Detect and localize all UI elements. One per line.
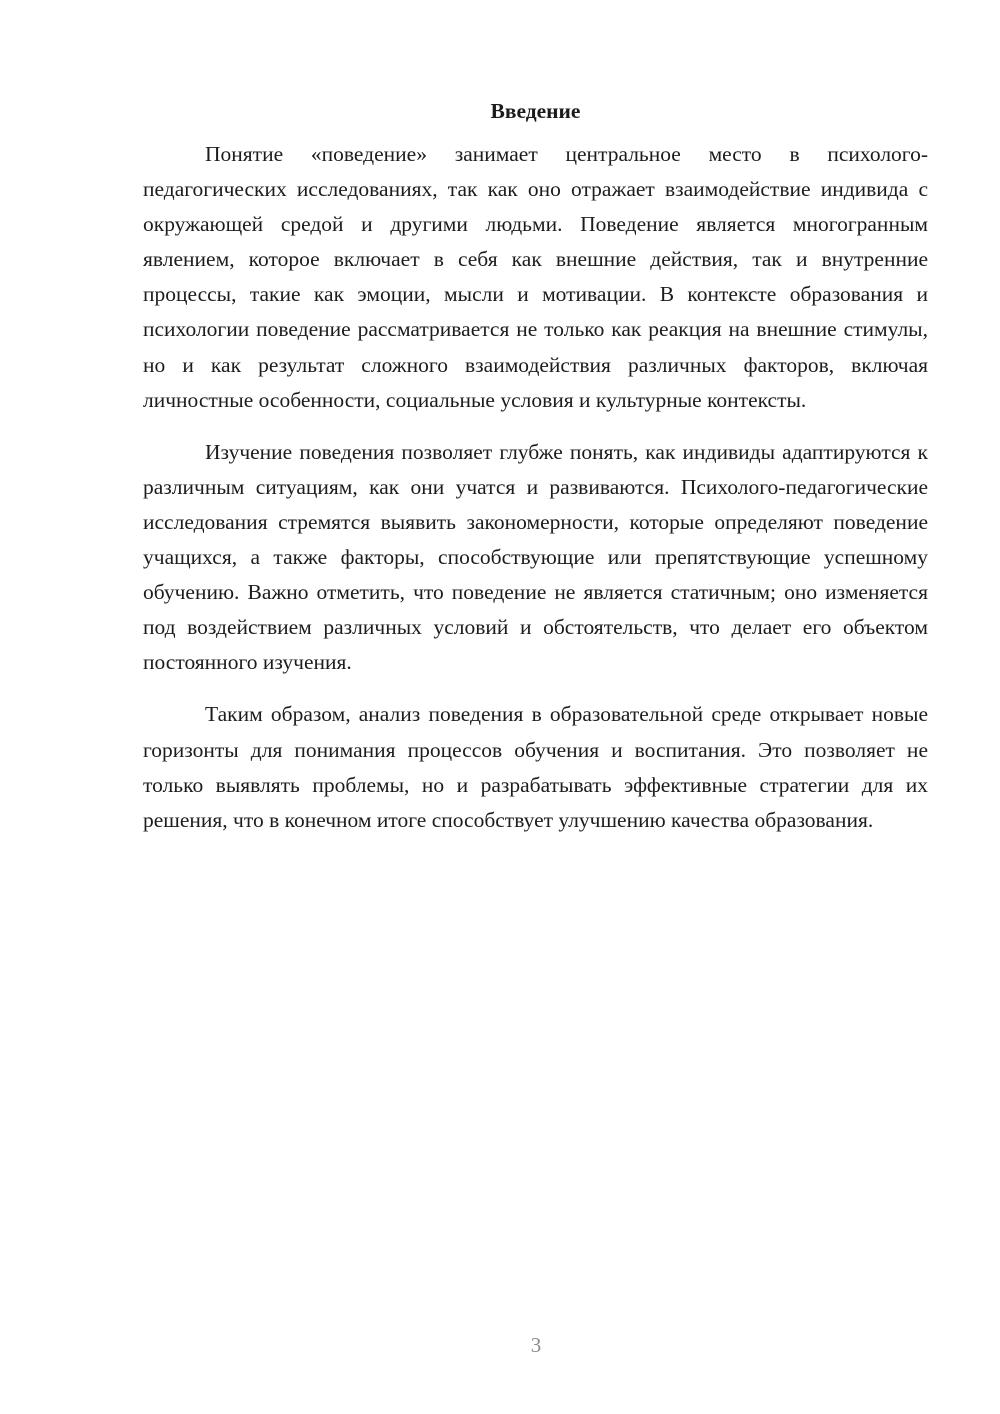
page-number: 3 bbox=[530, 1333, 542, 1357]
page-content bbox=[143, 96, 928, 838]
paragraph-2: Изучение поведения позволяет глубже понять, как индивиды адаптируются к различным ситуациям, как они учатся и развиваются. Психолого-педагогические исследования стремятся выявить закономерности, которые определяют поведение учащихся, а также факторы, способствующие или препятствующие успешному обучению. Важно отметить, что поведение не является статичным; оно изменяется под воздействием различных условий и обстоятельств, что делает его объектом постоянного изучения. bbox=[143, 439, 928, 675]
paragraph-3: Таким образом, анализ поведения в образовательной среде открывает новые горизонты для понимания процессов обучения и воспитания. Это позволяет не только выявлять проблемы, но и разрабатывать эффективные стратегии для их решения, что в конечном итоге способствует улучшению качества образования. bbox=[143, 702, 928, 832]
section-title: Введение bbox=[490, 99, 581, 123]
paragraph-1: Понятие «поведение» занимает центральное место в психолого-педагогических исследованиях, так как оно отражает взаимодействие индивида с окружающей средой и другими людьми. Поведение является многогранным явлением, которое включает в себя как внешние действия, так и внутренние процессы, такие как эмоции, мысли и мотивации. В контексте образования и психологии поведение рассматривается не только как реакция на внешние стимулы, но и как результат сложного взаимодействия различных факторов, включая личностные особенности, социальные условия и культурные контексты. bbox=[143, 142, 928, 412]
